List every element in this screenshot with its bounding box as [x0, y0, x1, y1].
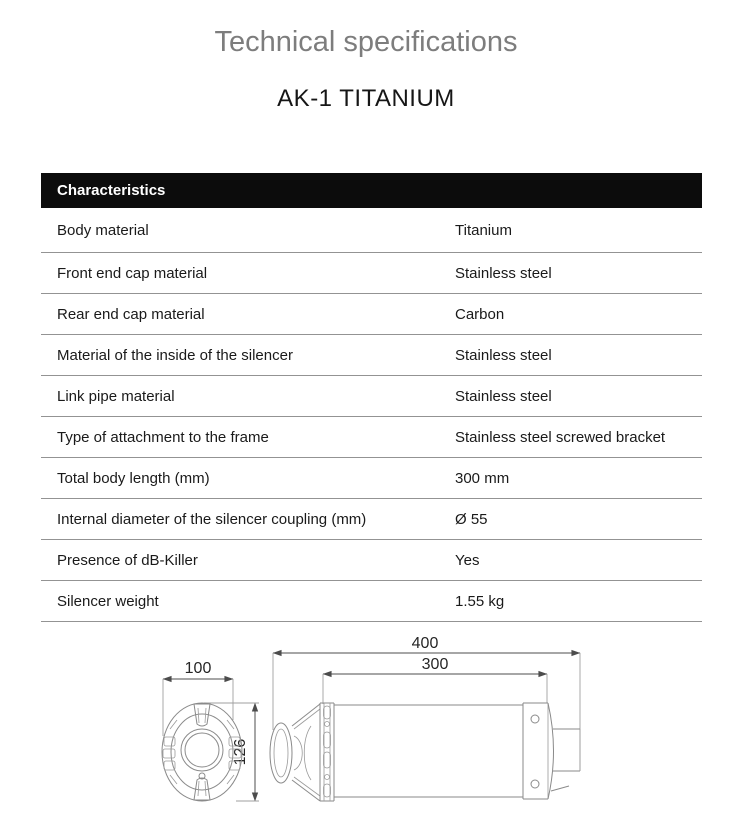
spec-value: Carbon: [455, 305, 505, 323]
spec-row: [41, 294, 702, 335]
silencer-technical-drawing: [0, 620, 732, 819]
spec-label: Total body length (mm): [57, 469, 210, 487]
spec-row: [41, 499, 702, 540]
spec-row: [41, 335, 702, 376]
dimension-body-length: [323, 656, 547, 704]
spec-label: Type of attachment to the frame: [57, 428, 269, 446]
spec-value: Stainless steel screwed bracket: [455, 428, 666, 446]
characteristics-table: [41, 173, 702, 622]
dim-label-100: 100: [184, 660, 212, 677]
spec-label: Link pipe material: [57, 387, 175, 405]
spec-value: Yes: [455, 551, 480, 569]
spec-row: [41, 208, 702, 253]
table-body: [41, 208, 702, 622]
spec-value: Titanium: [455, 221, 512, 239]
spec-value: Stainless steel: [455, 264, 552, 282]
table-header: Characteristics: [41, 173, 702, 208]
spec-value: Stainless steel: [455, 387, 552, 405]
spec-value: Ø 55: [455, 510, 488, 528]
spec-row: [41, 458, 702, 499]
silencer-end-view: [162, 703, 242, 801]
spec-label: Internal diameter of the silencer coupling (mm): [57, 510, 367, 528]
spec-row: [41, 581, 702, 622]
spec-label: Presence of dB-Killer: [57, 551, 198, 569]
spec-label: Material of the inside of the silencer: [57, 346, 293, 364]
dim-label-126: 126: [232, 738, 249, 766]
spec-row: [41, 376, 702, 417]
spec-value: Stainless steel: [455, 346, 552, 364]
spec-row: [41, 540, 702, 581]
spec-label: Rear end cap material: [57, 305, 205, 323]
spec-row: [41, 253, 702, 294]
dim-label-300: 300: [421, 656, 449, 673]
dimension-end-height: [204, 703, 259, 801]
spec-label: Silencer weight: [57, 592, 159, 610]
spec-row: [41, 417, 702, 458]
page-title: Technical specifications: [214, 26, 518, 58]
dim-label-400: 400: [411, 635, 439, 652]
spec-value: 300 mm: [455, 469, 510, 487]
spec-label: Body material: [57, 221, 149, 239]
spec-label: Front end cap material: [57, 264, 208, 282]
product-name: AK-1 TITANIUM: [277, 85, 455, 112]
spec-value: 1.55 kg: [455, 592, 505, 610]
silencer-side-view: [270, 703, 580, 801]
